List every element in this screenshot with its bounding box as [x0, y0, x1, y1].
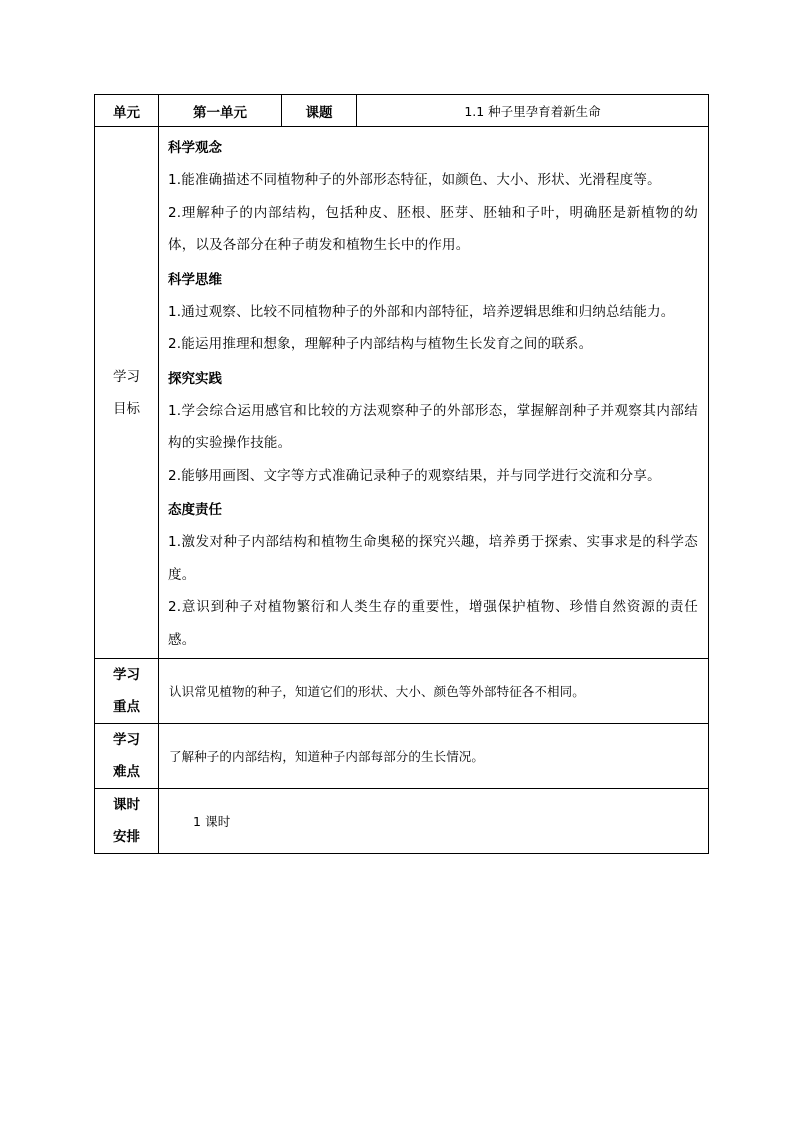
key-points-label — [95, 659, 159, 724]
key-points-label-line1: 学习 — [113, 667, 140, 683]
unit-value: 第一单元 — [159, 95, 282, 127]
section-title: 探究实践 — [168, 370, 222, 387]
goal-item: 2.能运用推理和想象，理解种子内部结构与植物生长发育之间的联系。 — [168, 336, 593, 352]
schedule-label — [95, 789, 159, 854]
schedule-row — [95, 789, 709, 854]
header-row — [95, 95, 709, 127]
goals-label-line1: 学习 — [113, 368, 140, 385]
goals-label — [95, 127, 159, 659]
goal-item: 2.理解种子的内部结构，包括种皮、胚根、胚芽、胚轴和子叶，明确胚是新植物的幼体，以及各部分在种子萌发和植物生长中的作用。 — [168, 204, 698, 253]
goal-item: 2.能够用画图、文字等方式准确记录种子的观察结果，并与同学进行交流和分享。 — [168, 467, 661, 484]
key-points-text: 认识常见植物的种子，知道它们的形状、大小、颜色等外部特征各不相同。 — [159, 659, 709, 724]
schedule-text: 1 课时 — [159, 789, 709, 854]
goal-item: 1.激发对种子内部结构和植物生命奥秘的探究兴趣，培养勇于探索、实事求是的科学态度。 — [168, 534, 698, 583]
key-points-label-line2: 重点 — [113, 699, 140, 715]
difficulties-label-line2: 难点 — [113, 764, 140, 780]
section-title: 态度责任 — [168, 502, 222, 518]
difficulties-label-line1: 学习 — [113, 732, 140, 748]
schedule-label-line2: 安排 — [113, 829, 140, 845]
goal-item: 1.通过观察、比较不同植物种子的外部和内部特征，培养逻辑思维和归纳总结能力。 — [168, 303, 675, 320]
goals-label-line2: 目标 — [113, 400, 140, 417]
goals-content — [159, 127, 709, 659]
difficulties-row — [95, 724, 709, 789]
difficulties-text: 了解种子的内部结构，知道种子内部每部分的生长情况。 — [159, 724, 709, 789]
schedule-label-line1: 课时 — [113, 797, 140, 813]
goal-item: 2.意识到种子对植物繁衍和人类生存的重要性，增强保护植物、珍惜自然资源的责任感。 — [168, 599, 698, 648]
section-title: 科学观念 — [168, 140, 222, 156]
goals-row — [95, 127, 709, 659]
goal-item: 1.能准确描述不同植物种子的外部形态特征，如颜色、大小、形状、光滑程度等。 — [168, 172, 661, 188]
goal-item: 1.学会综合运用感官和比较的方法观察种子的外部形态，掌握解剖种子并观察其内部结构的实验操作技能。 — [168, 402, 698, 451]
topic-label: 课题 — [282, 95, 357, 127]
topic-value: 1.1 种子里孕育着新生命 — [357, 95, 709, 127]
difficulties-label — [95, 724, 159, 789]
key-points-row — [95, 659, 709, 724]
section-title: 科学思维 — [168, 271, 222, 288]
lesson-plan-table — [94, 94, 709, 854]
unit-label: 单元 — [95, 95, 159, 127]
